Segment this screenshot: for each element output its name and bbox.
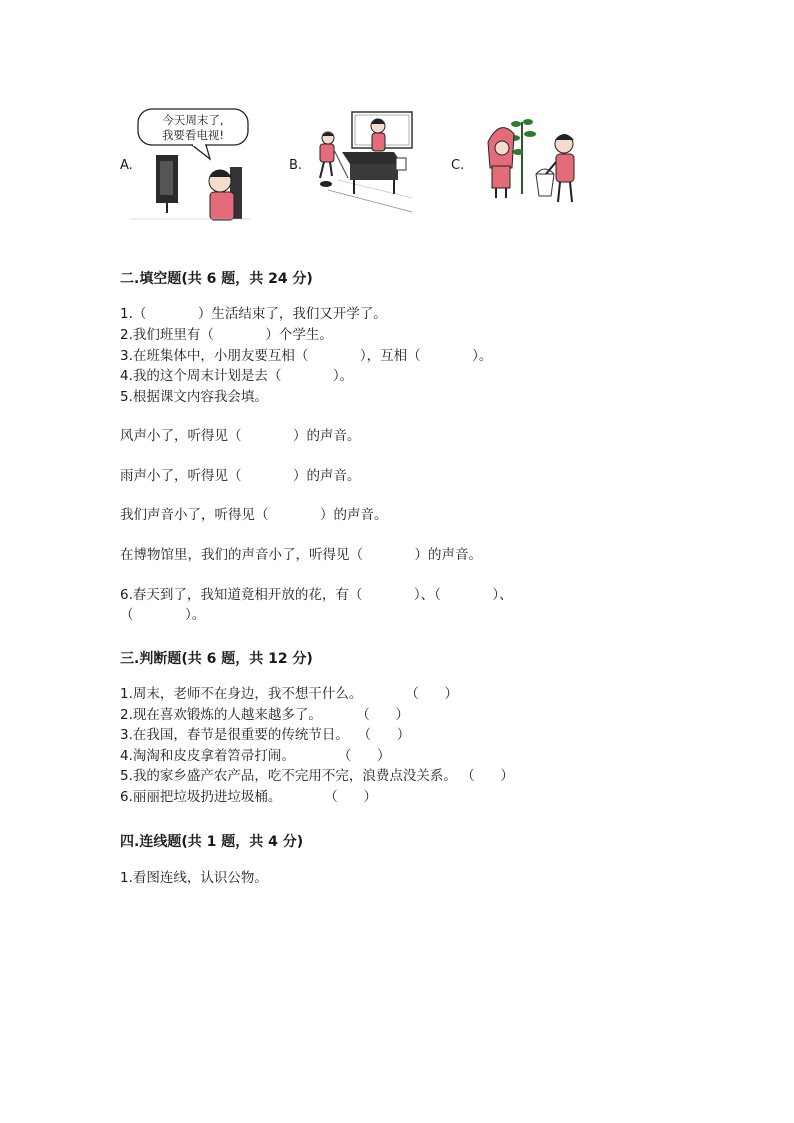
bubble-text-1: 今天周末了, bbox=[162, 113, 224, 127]
fill-blank-5c: 我们声音小了，听得见（ ）的声音。 bbox=[120, 507, 388, 523]
fill-blank-2: 2.我们班里有（ ）个学生。 bbox=[120, 327, 333, 343]
section-4-title: 四.连线题(共 1 题，共 4 分) bbox=[120, 834, 304, 850]
judge-3: 3.在我国，春节是很重要的传统节日。 （ ） bbox=[120, 727, 411, 743]
judge-5: 5.我的家乡盛产农产品，吃不完用不完，浪费点没关系。 （ ） bbox=[120, 768, 514, 784]
bubble-text-2: 我要看电视! bbox=[161, 128, 225, 142]
fill-blank-4: 4.我的这个周末计划是去（ ）。 bbox=[120, 368, 354, 384]
option-a-label: A. bbox=[120, 158, 133, 173]
option-b-label: B. bbox=[289, 158, 303, 173]
option-c-label: C. bbox=[451, 158, 465, 173]
fill-blank-5d: 在博物馆里，我们的声音小了，听得见（ ）的声音。 bbox=[120, 547, 482, 563]
judge-4: 4.淘淘和皮皮拿着笤帚打闹。 （ ） bbox=[120, 748, 391, 764]
fill-blank-5b: 雨声小了，听得见（ ）的声音。 bbox=[120, 468, 361, 484]
fill-blank-6: 6.春天到了，我知道竟相开放的花，有（ ）、（ ）、 bbox=[120, 587, 513, 603]
fill-blank-3: 3.在班集体中，小朋友要互相（ ），互相（ ）。 bbox=[120, 348, 493, 364]
fill-blank-5a: 风声小了，听得见（ ）的声音。 bbox=[120, 428, 361, 444]
judge-6: 6.丽丽把垃圾扔进垃圾桶。 （ ） bbox=[120, 789, 378, 805]
cleaning-classroom-illustration bbox=[308, 108, 416, 218]
matching-1: 1.看图连线，认识公物。 bbox=[120, 870, 268, 886]
judge-1: 1.周末，老师不在身边，我不想干什么。 （ ） bbox=[120, 686, 459, 702]
section-3-title: 三.判断题(共 6 题，共 12 分) bbox=[120, 651, 313, 667]
judge-2: 2.现在喜欢锻炼的人越来越多了。 （ ） bbox=[120, 707, 409, 723]
section-2-title: 二.填空题(共 6 题，共 24 分) bbox=[120, 271, 313, 287]
fill-blank-5: 5.根据课文内容我会填。 bbox=[120, 389, 268, 405]
tv-watching-illustration bbox=[130, 105, 250, 223]
planting-tree-illustration bbox=[484, 112, 592, 206]
fill-blank-1: 1.（ ）生活结束了，我们又开学了。 bbox=[120, 306, 387, 322]
fill-blank-6-cont: （ ）。 bbox=[120, 607, 206, 623]
